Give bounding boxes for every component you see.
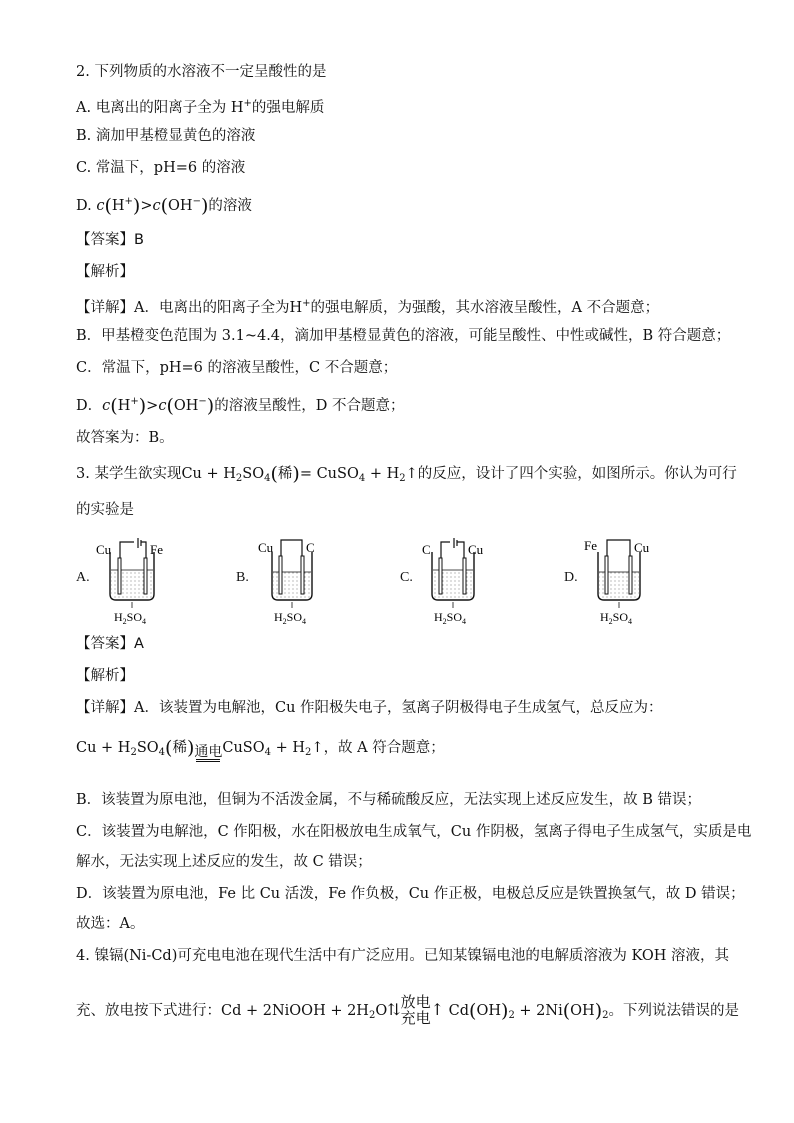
fig-d-right-electrode-label: Cu [634, 540, 650, 555]
q3-detail-c-2: 解水，无法实现上述反应的发生，故 C 错误； [76, 854, 372, 870]
q2-option-b: B. 滴加甲基橙显黄色的溶液 [76, 128, 256, 144]
q2-option-a: A. 电离出的阳离子全为 H+的强电解质 [76, 98, 325, 116]
q2-stem: 2. 下列物质的水溶液不一定呈酸性的是 [76, 64, 327, 80]
fig-a-solution-label: $H_2SO_4$ [114, 610, 147, 626]
reaction-conditions: 放电 充电 [400, 993, 431, 1027]
q3-detail-b: B．该装置为原电池，但铜为不活泼金属，不与稀硫酸反应，无法实现上述反应发生，故 B 错误； [76, 792, 702, 808]
q3-equation: $Cu + H_2SO_4$(稀) 通电 CuSO$_4$ + $H_2↑$，故 A 符合题意； [76, 737, 445, 760]
fig-a-left-electrode-label: Cu [96, 542, 112, 557]
q3-label-b: B. [236, 570, 249, 585]
q2-option-d: D. c(H+)>c(OH−)的溶液 [76, 195, 252, 217]
fig-b-solution-label: $H_2SO_4$ [274, 610, 307, 626]
electrolysis-condition: 通电 [194, 744, 223, 760]
q3-figure-a [94, 536, 184, 628]
q2-analysis-tag: 【解析】 [76, 264, 134, 280]
q2-detail-a: 【详解】A．电离出的阳离子全为H+的强电解质，为强酸，其水溶液呈酸性，A 不合题意； [76, 298, 660, 316]
q2-option-c: C. 常温下，pH=6 的溶液 [76, 160, 246, 176]
fig-d-solution-label: $H_2SO_4$ [600, 610, 633, 626]
q3-detail-c-1: C．该装置为电解池，C 作阳极，水在阳极放电生成氧气，Cu 作阴极，氢离子得电子生成氢气，实质是电 [76, 824, 752, 840]
q4-stem-2: 充、放电按下式进行：Cd + 2NiOOH + $2H_2O⇅$ 放电 充电 ↑ $Cd(OH)_2 + 2Ni(OH)_2$。下列说法错误的是 [76, 993, 739, 1027]
q3-figure-d [582, 536, 672, 628]
fig-c-solution-label: $H_2SO_4$ [434, 610, 467, 626]
fig-b-right-electrode-label: C [306, 540, 315, 555]
q2-detail-c: C．常温下，pH=6 的溶液呈酸性，C 不合题意； [76, 360, 398, 376]
q2-answer: 【答案】B [76, 232, 144, 248]
reversible-arrow-icon: ⇅ [387, 1000, 401, 1019]
fig-d-left-electrode-label: Fe [584, 538, 597, 553]
q3-detail-a: 【详解】A．该装置为电解池，Cu 作阳极失电子，氢离子阴极得电子生成氢气，总反应为： [76, 700, 663, 716]
q3-detail-d: D．该装置为原电池，Fe 比 Cu 活泼，Fe 作负极，Cu 作正极，电极总反应是铁置换氢气，故 D 错误； [76, 886, 745, 902]
q3-label-a: A. [76, 570, 90, 585]
q3-conclusion: 故选：A。 [76, 916, 145, 932]
fig-a-right-electrode-label: Fe [150, 542, 163, 557]
fig-c-left-electrode-label: C [422, 542, 431, 557]
q3-figure-b [256, 536, 336, 628]
fig-c-right-electrode-label: Cu [468, 542, 484, 557]
q3-stem: 3. 某学生欲实现$Cu + H_2SO_4$(稀)= CuSO$_4$ + $H_2↑$的反应，设计了四个实验，如图所示。你认为可行 [76, 463, 737, 485]
fig-b-left-electrode-label: Cu [258, 540, 274, 555]
q4-stem-1: 4. 镍镉(Ni-Cd)可充电电池在现代生活中有广泛应用。已知某镍镉电池的电解质溶液为 KOH 溶液，其 [76, 948, 730, 964]
q2-detail-b: B．甲基橙变色范围为 3.1~4.4，滴加甲基橙显黄色的溶液，可能呈酸性、中性或碱性，B 符合题意； [76, 328, 731, 344]
q3-label-d: D. [564, 570, 578, 585]
q3-stem-line2: 的实验是 [76, 502, 134, 518]
q2-detail-d: D．c(H+)>c(OH−)的溶液呈酸性，D 不合题意； [76, 395, 405, 417]
q3-answer: 【答案】A [76, 636, 144, 652]
q2-conclusion: 故答案为：B。 [76, 430, 174, 446]
q3-figure-c [418, 536, 508, 628]
q3-label-c: C. [400, 570, 413, 585]
q3-analysis-tag: 【解析】 [76, 668, 134, 684]
